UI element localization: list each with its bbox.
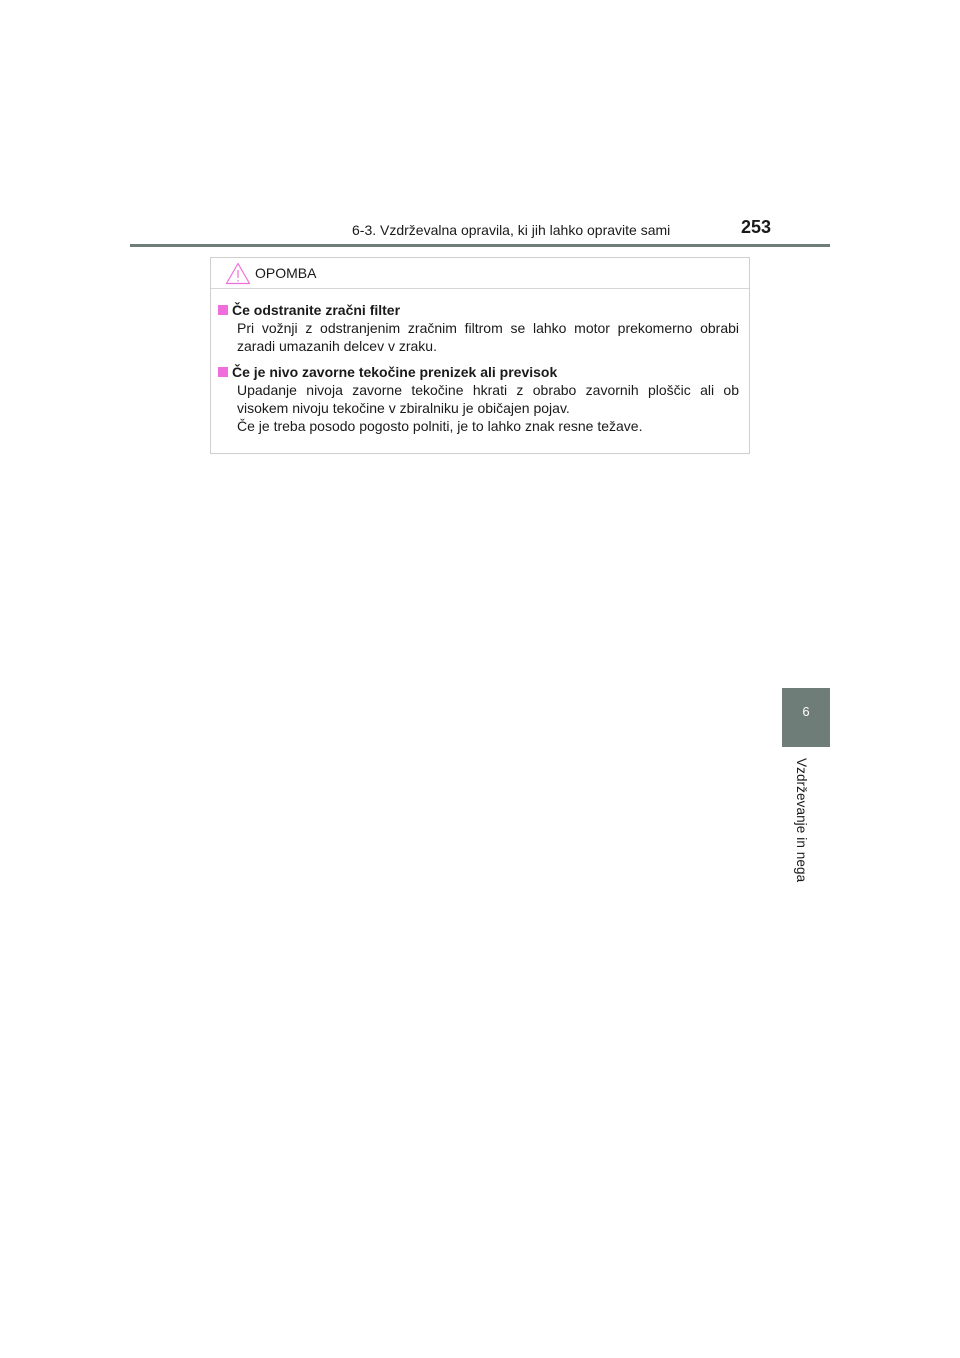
- chapter-number: 6: [802, 704, 810, 719]
- text-line: zaradi umazanih delcev v zraku.: [237, 338, 437, 354]
- text-line: Če je treba posodo pogosto polniti, je to lahko znak resne težave.: [237, 418, 643, 434]
- section-heading-text: Če odstranite zračni filter: [232, 302, 401, 318]
- text-line: Pri vožnji z odstranjenim zračnim filtrom se lahko motor prekomerno obrabi: [237, 320, 739, 336]
- section-title: 6-3. Vzdrževalna opravila, ki jih lahko opravite sami: [352, 222, 671, 238]
- note-section-brake-fluid: [218, 363, 739, 435]
- note-header: [211, 258, 749, 289]
- square-bullet-icon: [218, 367, 228, 377]
- text-line: Upadanje nivoja zavorne tekočine hkrati z obrabo zavornih ploščic ali ob: [237, 382, 739, 398]
- square-bullet-icon: [218, 305, 228, 315]
- section-heading: [218, 301, 739, 319]
- note-body: [211, 289, 749, 435]
- note-section-air-filter: [218, 301, 739, 355]
- section-text: [237, 381, 739, 435]
- note-title: OPOMBA: [255, 265, 317, 281]
- chapter-tab: [782, 688, 830, 747]
- section-heading: [218, 363, 739, 381]
- chapter-label: Vzdrževanje in nega: [794, 758, 809, 883]
- note-box: [210, 257, 750, 454]
- section-text: [237, 319, 739, 355]
- warning-triangle-icon: [225, 262, 251, 285]
- header-divider: [130, 244, 830, 247]
- page-number: 253: [741, 217, 772, 237]
- section-heading-text: Če je nivo zavorne tekočine prenizek ali previsok: [232, 364, 558, 380]
- text-line: visokem nivoju tekočine v zbiralniku je običajen pojav.: [237, 400, 570, 416]
